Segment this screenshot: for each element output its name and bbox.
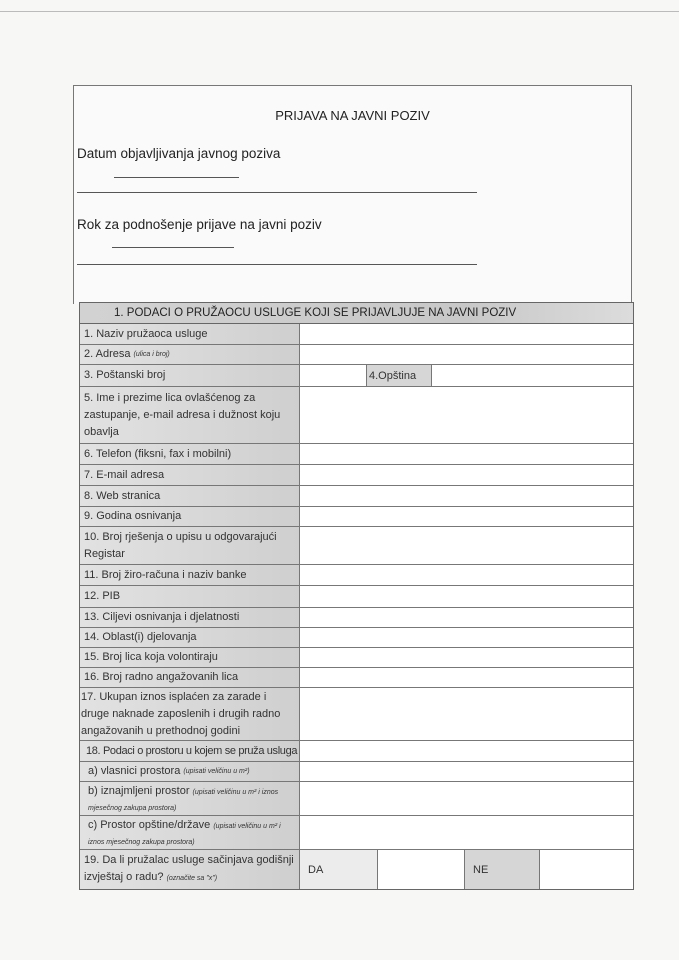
row-label: 18. Podaci o prostoru u kojem se pruža usluga bbox=[80, 741, 300, 761]
row-input[interactable] bbox=[300, 387, 633, 443]
row-label bbox=[80, 816, 300, 849]
row-label: 10. Broj rješenja o upisu u odgovarajući Registar bbox=[80, 527, 300, 564]
row-input[interactable] bbox=[300, 688, 633, 740]
label-note: (ulica i broj) bbox=[133, 351, 170, 358]
table-row bbox=[80, 565, 633, 586]
label-text: 2. Adresa bbox=[84, 348, 131, 360]
row-label: 17. Ukupan iznos isplaćen za zarade i druge naknade zaposlenih i drugih radno angažovanih u prethodnoj godini bbox=[80, 688, 300, 740]
postal-code-input[interactable] bbox=[300, 365, 366, 386]
row-input[interactable] bbox=[300, 586, 633, 607]
yes-checkbox[interactable] bbox=[378, 850, 465, 889]
table-row bbox=[80, 387, 633, 444]
municipality-label: 4.Opština bbox=[366, 365, 432, 386]
row-input[interactable] bbox=[300, 648, 633, 667]
row-label bbox=[80, 762, 300, 781]
row-label: 5. Ime i prezime lica ovlašćenog za zastupanje, e-mail adresa i dužnost koju obavlja bbox=[80, 387, 300, 443]
row-input[interactable] bbox=[300, 628, 633, 647]
row-input[interactable] bbox=[300, 324, 633, 344]
no-label: NE bbox=[465, 850, 540, 889]
row-label: 16. Broj radno angažovanih lica bbox=[80, 668, 300, 687]
table-row bbox=[80, 444, 633, 465]
municipality-input[interactable] bbox=[432, 365, 633, 386]
table-row bbox=[80, 688, 633, 741]
row-input[interactable] bbox=[300, 816, 633, 849]
table-row bbox=[80, 365, 633, 387]
row-input[interactable] bbox=[300, 486, 633, 506]
label-note: (upisati veličinu u m² i iznos mjesečnog zakupa prostora) bbox=[88, 823, 281, 846]
deadline-field[interactable] bbox=[112, 247, 234, 248]
table-row bbox=[80, 816, 633, 850]
label-text: c) Prostor opštine/države bbox=[88, 819, 211, 831]
publication-date-label: Datum objavljivanja javnog poziva bbox=[77, 146, 281, 161]
scan-edge-line bbox=[0, 11, 679, 12]
deadline-line bbox=[77, 264, 477, 265]
no-checkbox[interactable] bbox=[540, 850, 633, 889]
label-note: (označite sa "x") bbox=[166, 875, 218, 882]
yes-label: DA bbox=[300, 850, 378, 889]
row-input[interactable] bbox=[300, 741, 633, 761]
row-label: 12. PIB bbox=[80, 586, 300, 607]
table-row bbox=[80, 486, 633, 507]
row-input[interactable] bbox=[300, 762, 633, 781]
row-input[interactable] bbox=[300, 507, 633, 526]
row-label: 15. Broj lica koja volontiraju bbox=[80, 648, 300, 667]
label-note: (upisati veličinu u m² i iznos mjesečnog zakupa prostora) bbox=[88, 789, 279, 812]
publication-date-field[interactable] bbox=[114, 177, 239, 178]
row-label: 1. Naziv pružaoca usluge bbox=[80, 324, 300, 344]
row-label: 6. Telefon (fiksni, fax i mobilni) bbox=[80, 444, 300, 464]
row-label: 9. Godina osnivanja bbox=[80, 507, 300, 526]
table-row bbox=[80, 324, 633, 345]
row-label: 14. Oblast(i) djelovanja bbox=[80, 628, 300, 647]
row-input[interactable] bbox=[300, 782, 633, 815]
row-label bbox=[80, 345, 300, 364]
table-row bbox=[80, 507, 633, 527]
row-label bbox=[80, 782, 300, 815]
table-row bbox=[80, 741, 633, 762]
row-input[interactable] bbox=[300, 345, 633, 364]
publication-date-line bbox=[77, 192, 477, 193]
row-label: 11. Broj žiro-računa i naziv banke bbox=[80, 565, 300, 585]
table-row bbox=[80, 850, 633, 889]
table-row bbox=[80, 762, 633, 782]
label-text: a) vlasnici prostora bbox=[88, 765, 181, 777]
row-label bbox=[80, 850, 300, 889]
table-row bbox=[80, 586, 633, 608]
row-input[interactable] bbox=[300, 444, 633, 464]
table-row bbox=[80, 608, 633, 628]
row-input[interactable] bbox=[300, 565, 633, 585]
table-row bbox=[80, 648, 633, 668]
row-input[interactable] bbox=[300, 465, 633, 485]
table-row bbox=[80, 628, 633, 648]
table-row bbox=[80, 527, 633, 565]
row-label: 8. Web stranica bbox=[80, 486, 300, 506]
table-row bbox=[80, 465, 633, 486]
row-input[interactable] bbox=[300, 608, 633, 627]
deadline-label: Rok za podnošenje prijave na javni poziv bbox=[77, 217, 322, 232]
row-input[interactable] bbox=[300, 527, 633, 564]
label-note: (upisati veličinu u m²) bbox=[183, 768, 250, 775]
row-label: 3. Poštanski broj bbox=[80, 365, 300, 386]
provider-data-table bbox=[79, 302, 634, 890]
table-row bbox=[80, 782, 633, 816]
table-row bbox=[80, 668, 633, 688]
label-text: 19. Da li pružalac usluge sačinjava godišnji izvještaj o radu? bbox=[84, 854, 294, 883]
table-row bbox=[80, 345, 633, 365]
row-input[interactable] bbox=[300, 668, 633, 687]
section-heading: 1. PODACI O PRUŽAOCU USLUGE KOJI SE PRIJAVLJUJE NA JAVNI POZIV bbox=[80, 303, 633, 324]
form-header-box bbox=[73, 85, 632, 304]
row-label: 13. Ciljevi osnivanja i djelatnosti bbox=[80, 608, 300, 627]
form-title: PRIJAVA NA JAVNI POZIV bbox=[275, 108, 430, 123]
label-text: b) iznajmljeni prostor bbox=[88, 785, 190, 797]
row-label: 7. E-mail adresa bbox=[80, 465, 300, 485]
